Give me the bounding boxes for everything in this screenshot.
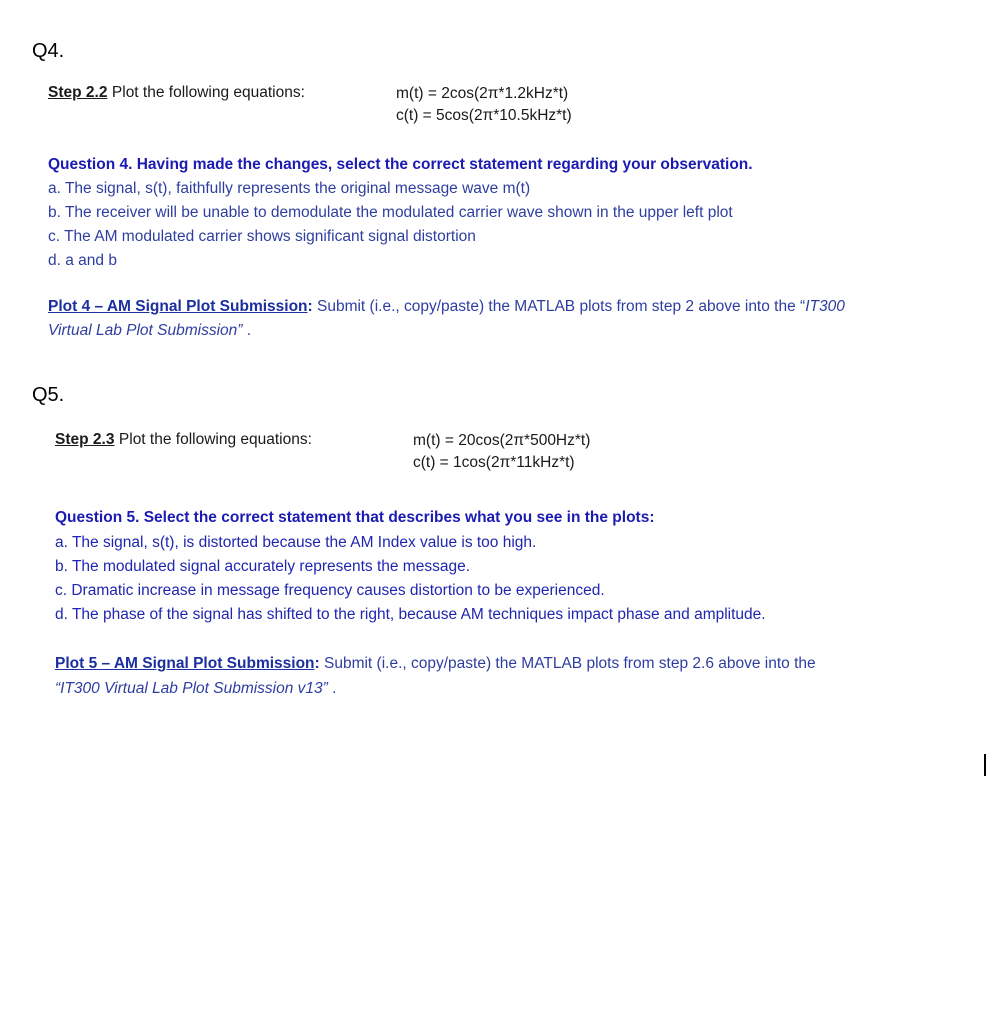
q5-plot-text: Submit (i.e., copy/paste) the MATLAB plots from step 2.6 above into the <box>319 655 816 672</box>
q5-question: Question 5. Select the correct statement that describes what you see in the plots: <box>55 509 655 526</box>
q5-plot-end: . <box>327 680 337 697</box>
q4-plot-italic-2: Virtual Lab Plot Submission” <box>48 322 243 339</box>
q4-plot-italic-1: IT300 <box>805 298 845 315</box>
q4-plot-title: Plot 4 – AM Signal Plot Submission <box>48 298 308 315</box>
q5-option-c: c. Dramatic increase in message frequency causes distortion to be experienced. <box>55 582 605 599</box>
q5-plot-italic: “IT300 Virtual Lab Plot Submission v13” <box>55 680 328 697</box>
q4-option-c: c. The AM modulated carrier shows significant signal distortion <box>48 228 476 245</box>
q5-plot-line-1 <box>55 655 816 673</box>
q4-step-label: Step 2.2 <box>48 84 108 101</box>
q5-heading: Q5. <box>32 384 65 406</box>
q5-equation-m: m(t) = 20cos(2π*500Hz*t) <box>413 432 591 449</box>
q5-equations <box>413 430 590 474</box>
q5-plot-title: Plot 5 – AM Signal Plot Submission <box>55 655 315 672</box>
q4-plot-line-1 <box>48 298 845 316</box>
q4-heading: Q4. <box>32 40 65 62</box>
q5-option-d: d. The phase of the signal has shifted to the right, because AM techniques impact phase and amplitude. <box>55 606 766 623</box>
q4-plot-text: Submit (i.e., copy/paste) the MATLAB plots from step 2 above into the “ <box>312 298 806 315</box>
q4-question: Question 4. Having made the changes, select the correct statement regarding your observation. <box>48 156 753 173</box>
q5-step <box>55 431 312 449</box>
text-cursor <box>984 754 986 776</box>
q4-equation-c: c(t) = 5cos(2π*10.5kHz*t) <box>396 107 572 124</box>
q5-plot-line-2 <box>55 680 336 698</box>
q4-plot-end: . <box>242 322 252 339</box>
q4-plot-colon: : <box>307 298 313 315</box>
q5-step-text: Plot the following equations: <box>118 431 312 448</box>
q5-step-label: Step 2.3 <box>55 431 115 448</box>
q4-option-d: d. a and b <box>48 252 117 269</box>
q5-option-a: a. The signal, s(t), is distorted because the AM Index value is too high. <box>55 534 537 551</box>
q4-equations <box>396 83 572 127</box>
q5-option-b: b. The modulated signal accurately represents the message. <box>55 558 471 575</box>
q5-options <box>55 531 766 627</box>
q5-equation-c: c(t) = 1cos(2π*11kHz*t) <box>413 454 575 471</box>
q4-step-text: Plot the following equations: <box>111 84 305 101</box>
q5-plot-colon: : <box>314 655 320 672</box>
q4-option-b: b. The receiver will be unable to demodulate the modulated carrier wave shown in the upper left plot <box>48 204 733 221</box>
q4-equation-m: m(t) = 2cos(2π*1.2kHz*t) <box>396 85 569 102</box>
q4-step <box>48 84 305 102</box>
q4-plot-line-2 <box>48 322 251 340</box>
q4-options <box>48 177 733 273</box>
q4-option-a: a. The signal, s(t), faithfully represents the original message wave m(t) <box>48 180 531 197</box>
